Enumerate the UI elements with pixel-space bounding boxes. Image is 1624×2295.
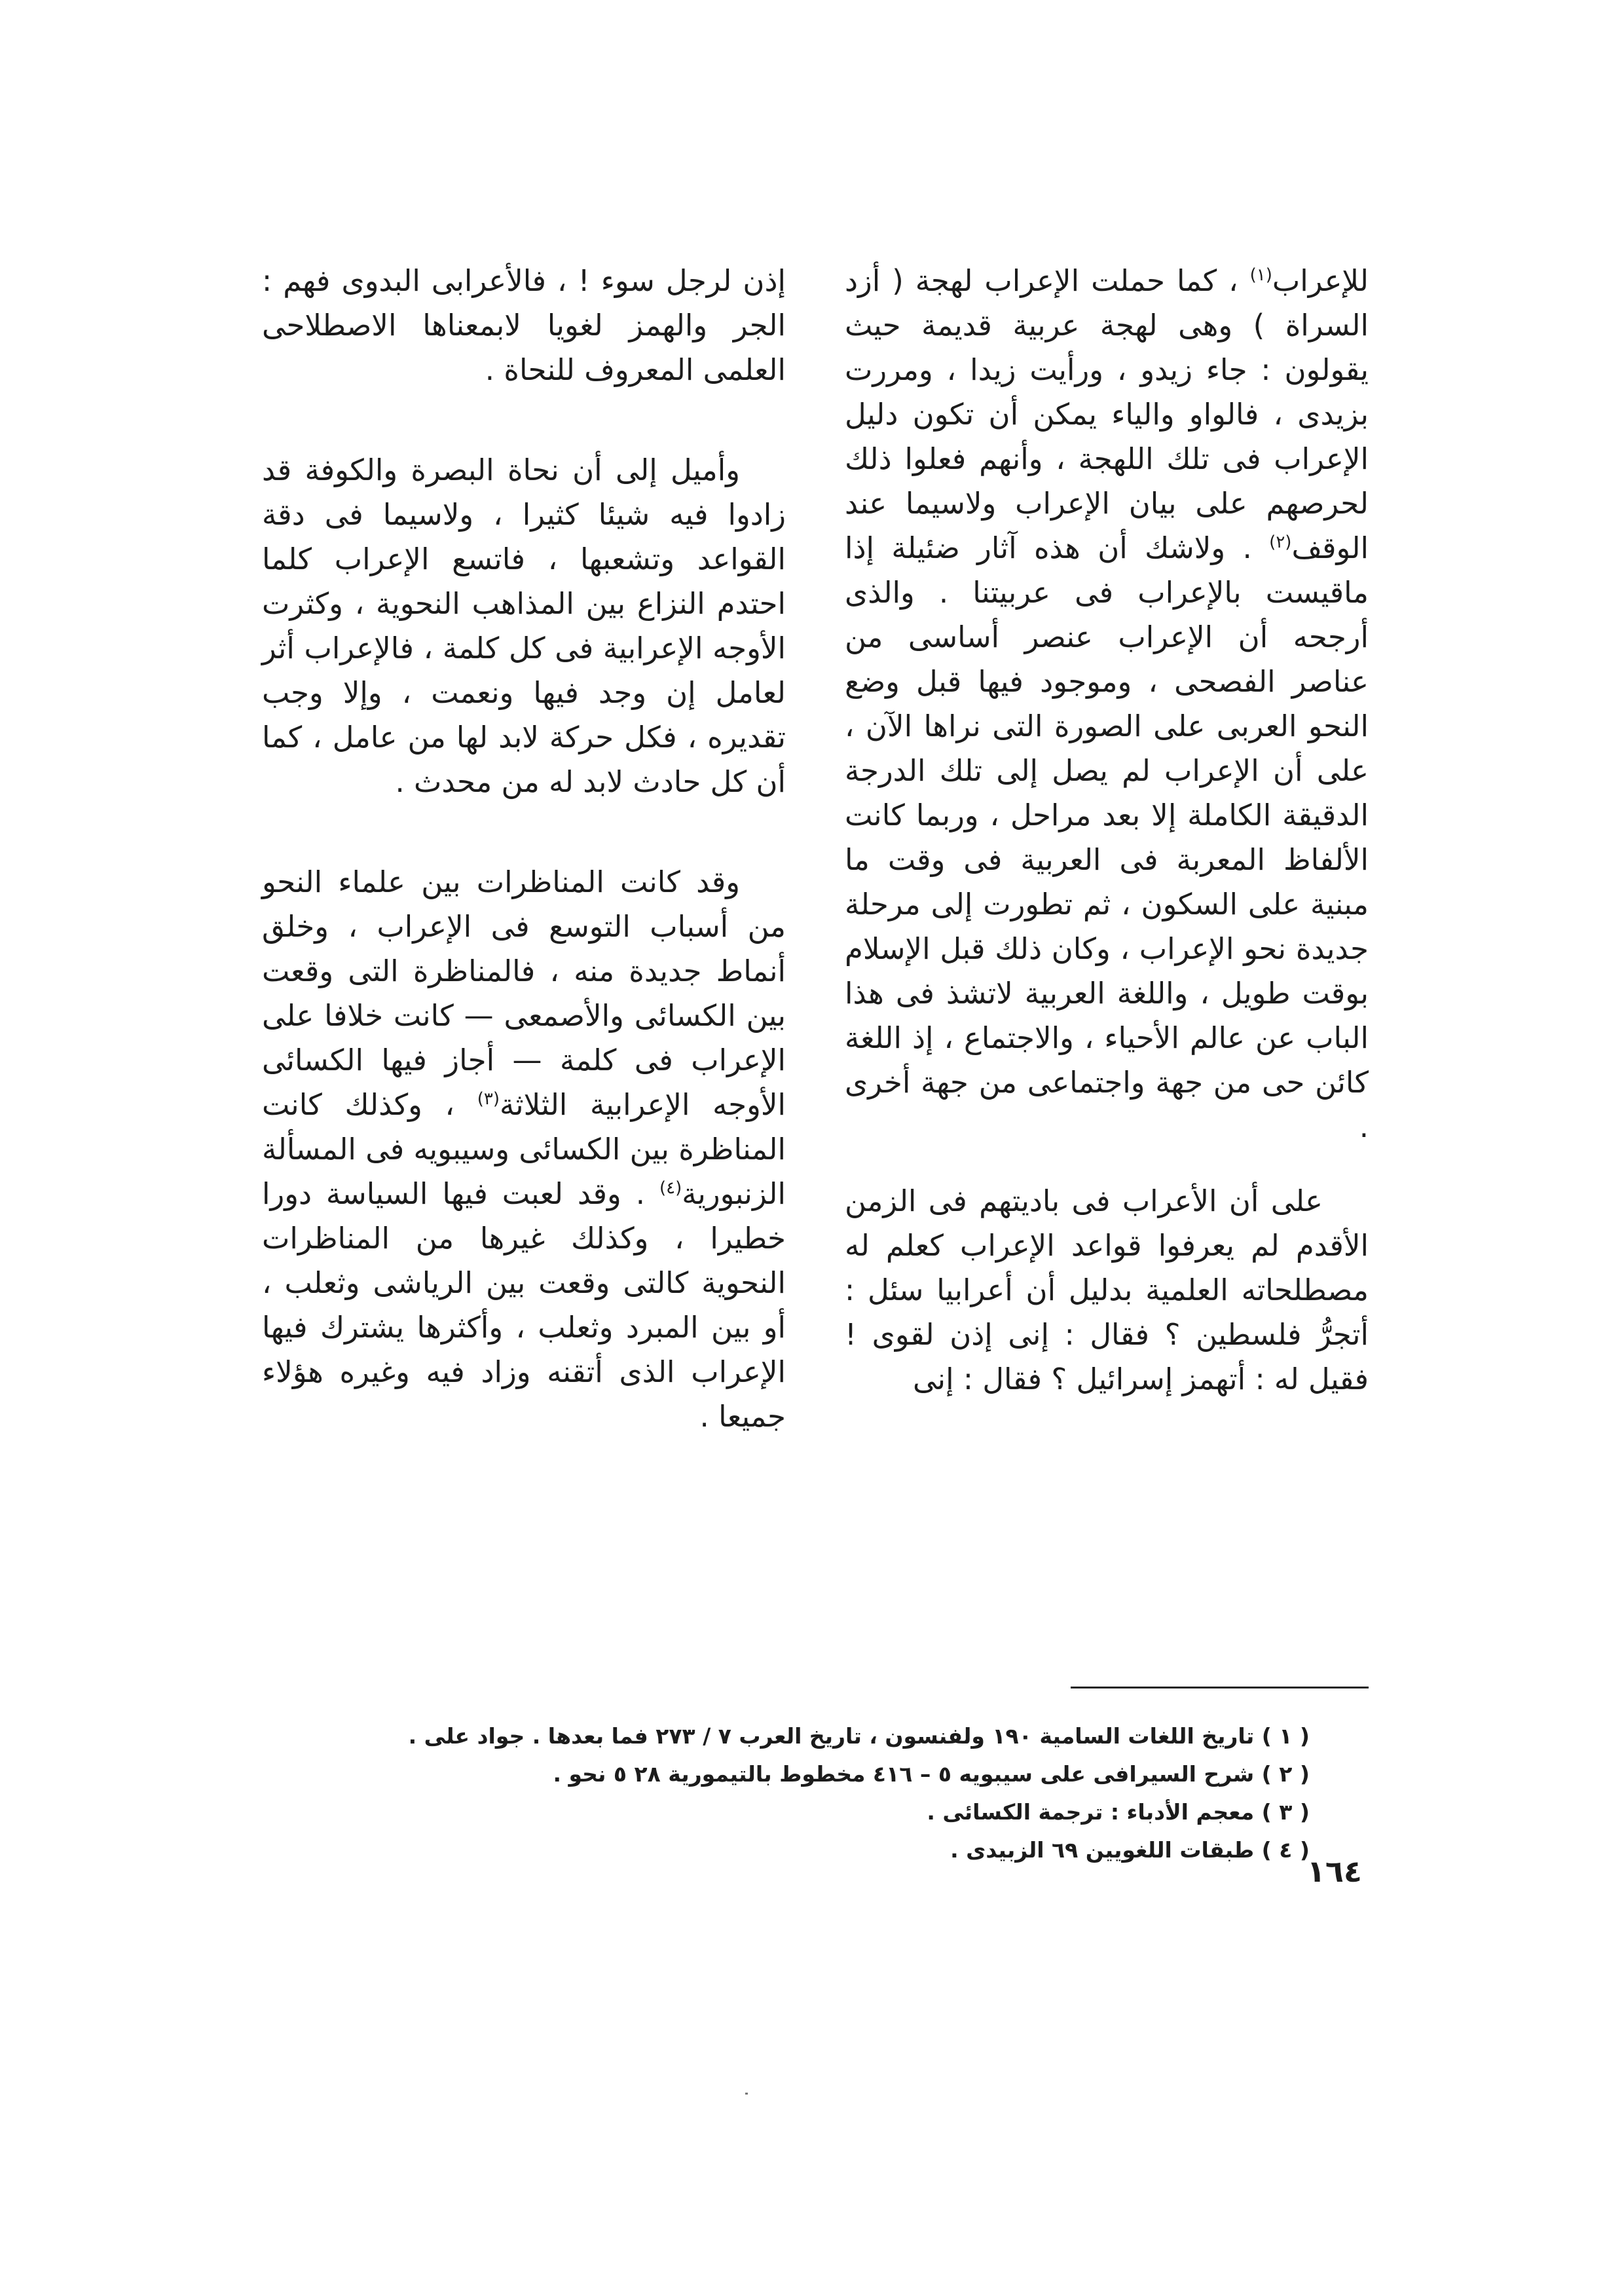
- footnote-divider: [1071, 1687, 1369, 1689]
- footnote-ref[interactable]: (١): [1249, 265, 1272, 285]
- paragraph-text: ، وكذلك كانت المناظرة بين الكسائى وسيبويه فى المسألة الزنبورية: [261, 1087, 786, 1211]
- paragraph: إذن لرجل سوء ! ، فالأعرابى البدوى فهم : الجر والهمز لغويا لابمعناها الاصطلاحى العلمى المعروف للنحاة .: [262, 263, 786, 387]
- text-column-right: [845, 259, 1369, 1402]
- paragraph: على أن الأعراب فى باديتهم فى الزمن الأقدم لم يعرفوا قواعد الإعراب كعلم له مصطلحاته العلمية بدليل أن أعرابيا سئل : أتجرُّ فلسطين ؟ فقال : إنى إذن لقوى ! فقيل له : أتهمز إسرائيل ؟ فقال : إنى: [845, 1184, 1369, 1396]
- paragraph-text: ، كما حملت الإعراب لهجة ( أزد السراة ) وهى لهجة عربية قديمة حيث يقولون : جاء زيدو ، ورأيت زيدا ، ومررت بزيدى ، فالواو والياء يمكن أن تكون دليل الإعراب فى تلك اللهجة ، وأنهم فعلوا ذلك لحرصهم على بيان الإعراب ولاسيما عند الوقف: [845, 263, 1369, 565]
- paragraph: وأميل إلى أن نحاة البصرة والكوفة قد زادوا فيه شيئا كثيرا ، ولاسيما فى دقة القواعد وتشعبها ، فاتسع الإعراب كلما احتدم النزاع بين المذاهب النحوية ، وكثرت الأوجه الإعرابية فى كل كلمة ، فالإعراب أثر لعامل إن وجد فيها ونعمت ، وإلا وجب تقديره ، فكل حركة لابد لها من عامل ، كما أن كل حادث لابد له من محدث .: [262, 453, 786, 799]
- footnotes: [262, 1717, 1310, 1869]
- footnote: ( ١ ) تاريخ اللغات السامية ١٩٠ ولفنسون ، تاريخ العرب ٧ / ٢٧٣ فما بعدها . جواد على .: [408, 1723, 1310, 1749]
- paragraph-text: . وقد لعبت فيها السياسة دورا خطيرا ، وكذلك غيرها من المناظرات النحوية كالتى وقعت بين الرياشى وثعلب ، أو بين المبرد وثعلب ، وأكثرها يشترك فيها الإعراب الذى أتقنه وزاد فيه وغيره هؤلاء جميعا .: [262, 1176, 786, 1434]
- paragraph-text: وقد كانت المناظرات بين علماء النحو من أسباب التوسع فى الإعراب ، وخلق أنماط جديدة منه ، فالمناظرة التى وقعت بين الكسائى والأصمعى — كانت خلافا على الإعراب فى كلمة — أجاز فيها الكسائى الأوجه الإعرابية الثلاثة: [262, 865, 786, 1122]
- paragraph-text: . ولاشك أن هذه آثار ضئيلة إذا ماقيست بالإعراب فى عربيتنا . والذى أرجحه أن الإعراب عنصر أساسى من عناصر الفصحى ، وموجود فيها قبل وضع النحو العربى على الصورة التى نراها الآن ، على أن الإعراب لم يصل إلى تلك الدرجة الدقيقة الكاملة إلا بعد مراحل ، وربما كانت الألفاظ المعربة فى العربية فى وقت ما مبنية على السكون ، ثم تطورت إلى مرحلة جديدة نحو الإعراب ، وكان ذلك قبل الإسلام بوقت طويل ، واللغة العربية لاتشذ فى هذا الباب عن عالم الأحياء ، والاجتماع ، إذ اللغة كائن حى من جهة واجتماعى من جهة أخرى .: [845, 531, 1369, 1144]
- footnote-ref[interactable]: (٣): [477, 1089, 500, 1109]
- paragraph-text: للإعراب: [1272, 263, 1369, 298]
- page-number: ١٦٤: [1306, 1854, 1362, 1889]
- paragraph: [845, 259, 1369, 1149]
- footnote: ( ٤ ) طبقات اللغويين ٦٩ الزبيدى .: [950, 1837, 1310, 1863]
- text-column-left: [262, 259, 786, 1439]
- scan-speck: [745, 2093, 748, 2095]
- footnote-ref[interactable]: (٤): [659, 1178, 682, 1198]
- footnote-ref[interactable]: (٢): [1269, 532, 1292, 552]
- footnote: ( ٣ ) معجم الأدباء : ترجمة الكسائى .: [927, 1799, 1310, 1825]
- paragraph: [262, 860, 786, 1439]
- footnote: ( ٢ ) شرح السيرافى على سيبويه ٥ – ٤١٦ مخطوط بالتيمورية ٢٨ ٥ نحو .: [553, 1761, 1310, 1787]
